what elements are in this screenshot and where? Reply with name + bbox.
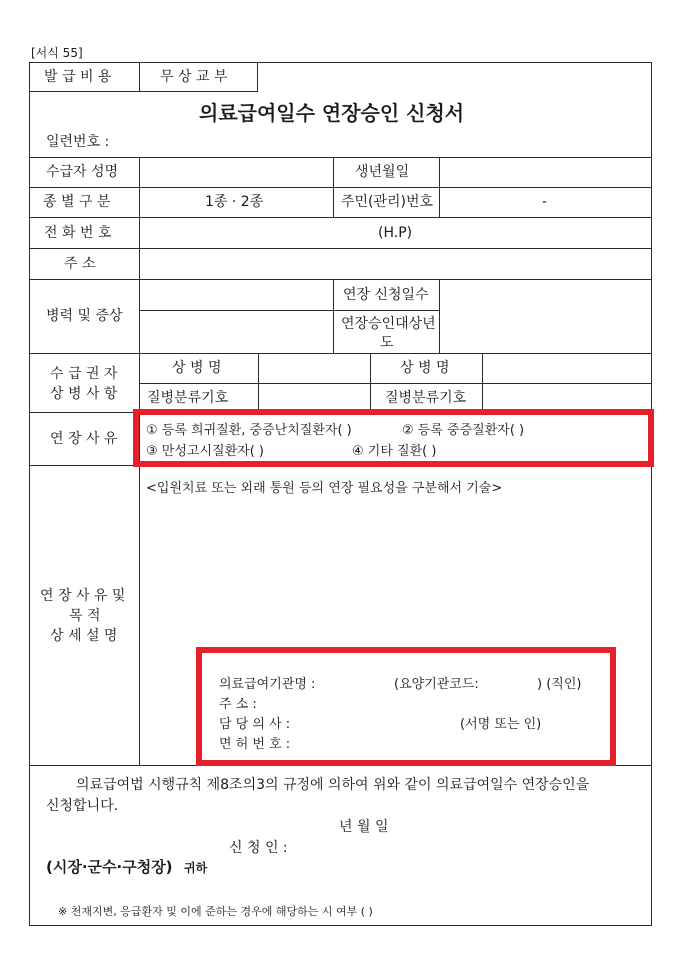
id-label: 주민(관리)번호 bbox=[341, 194, 434, 210]
form-number: [서식 55] bbox=[31, 46, 83, 60]
name-label: 수급자 성명 bbox=[46, 164, 119, 180]
address-field[interactable] bbox=[141, 250, 650, 277]
detail-label: 연 장 사 유 및 bbox=[40, 588, 126, 604]
fee-value: 무 상 교 부 bbox=[160, 69, 228, 85]
ext-year-label-cont: 도 bbox=[380, 335, 394, 351]
institution-code-label: (요양기관코드: bbox=[394, 677, 479, 692]
reason-label: 연 장 사 유 bbox=[50, 431, 118, 447]
license-label: 면 허 번 호 : bbox=[219, 737, 291, 752]
id-value[interactable]: - bbox=[542, 194, 548, 210]
institution-address-label: 주 소 : bbox=[219, 697, 257, 712]
serial-label: 일련번호 : bbox=[46, 134, 110, 150]
grid-line bbox=[482, 353, 483, 412]
type-label: 종 별 구 분 bbox=[43, 194, 111, 210]
name-field[interactable] bbox=[141, 159, 331, 186]
ext-year-label: 연장승인대상년 bbox=[341, 316, 436, 332]
detail-label-cont-2: 상 세 설 명 bbox=[50, 628, 118, 644]
declaration-line2: 신청합니다. bbox=[46, 798, 119, 814]
institution-name-label: 의료급여기관명 : bbox=[219, 677, 316, 692]
grid-line bbox=[439, 157, 440, 217]
addressee: (시장·군수·구청장) bbox=[46, 858, 173, 876]
doctor-label: 담 당 의 사 : bbox=[219, 717, 291, 732]
detail-textarea[interactable] bbox=[141, 502, 650, 642]
disease-code-label-2: 질병분류기호 bbox=[385, 390, 467, 406]
detail-guide: <입원치료 또는 외래 통원 등의 연장 필요성을 구분해서 기술> bbox=[146, 481, 503, 496]
signature-label: (서명 또는 인) bbox=[460, 717, 542, 732]
type-value[interactable]: 1종 · 2종 bbox=[205, 194, 264, 210]
detail-label-cont: 목 적 bbox=[69, 608, 101, 624]
disease-label-cont: 상 병 사 항 bbox=[50, 386, 118, 402]
grid-line bbox=[370, 353, 371, 412]
dob-label: 생년월일 bbox=[355, 164, 410, 180]
reason-option-1[interactable]: ① 등록 희귀질환, 중증난치질환자( ) bbox=[146, 423, 352, 438]
grid-line bbox=[29, 279, 652, 280]
declaration-line1: 의료급여법 시행규칙 제8조의3의 규정에 의하여 위와 같이 의료급여일수 연장승인을 bbox=[76, 777, 590, 793]
phone-value[interactable]: (H.P) bbox=[378, 225, 413, 241]
grid-line bbox=[29, 217, 652, 218]
fee-divider bbox=[139, 62, 140, 92]
disease-name-label: 상 병 명 bbox=[172, 360, 222, 376]
highlight-box-institution bbox=[196, 647, 616, 766]
reason-option-3[interactable]: ③ 만성고시질환자( ) bbox=[146, 444, 264, 459]
grid-line bbox=[139, 383, 652, 384]
disease-code-label: 질병분류기호 bbox=[147, 390, 229, 406]
grid-line bbox=[333, 157, 334, 217]
grid-line bbox=[258, 353, 259, 412]
reason-option-2[interactable]: ② 등록 중증질환자( ) bbox=[402, 423, 525, 438]
applicant-label: 신 청 인 : bbox=[229, 840, 288, 856]
page-title: 의료급여일수 연장승인 신청서 bbox=[199, 101, 465, 125]
phone-label: 전 화 번 호 bbox=[44, 225, 112, 241]
footnote: ※ 천재지변, 응급환자 및 이에 준하는 경우에 해당하는 시 여부 ( ) bbox=[58, 905, 373, 918]
dob-field[interactable] bbox=[441, 159, 650, 186]
fee-label: 발 급 비 용 bbox=[44, 69, 112, 85]
disease-label: 수 급 권 자 bbox=[50, 366, 118, 382]
grid-line bbox=[29, 353, 652, 354]
date-line: 년 월 일 bbox=[339, 819, 389, 835]
grid-line bbox=[333, 279, 334, 353]
grid-line bbox=[29, 187, 652, 188]
history-field[interactable] bbox=[141, 281, 331, 351]
grid-line bbox=[29, 157, 652, 158]
addressee-honorific: 귀하 bbox=[184, 861, 208, 875]
address-label: 주 소 bbox=[64, 256, 96, 272]
highlight-box-reason bbox=[133, 409, 654, 467]
reason-option-4[interactable]: ④ 기타 질환( ) bbox=[352, 444, 437, 459]
institution-seal-label: ) (직인) bbox=[537, 677, 582, 692]
grid-line bbox=[29, 248, 652, 249]
disease-name-label-2: 상 병 명 bbox=[400, 360, 450, 376]
grid-line bbox=[439, 279, 440, 353]
ext-days-label: 연장 신청일수 bbox=[343, 287, 429, 303]
history-label: 병력 및 증상 bbox=[46, 308, 123, 324]
